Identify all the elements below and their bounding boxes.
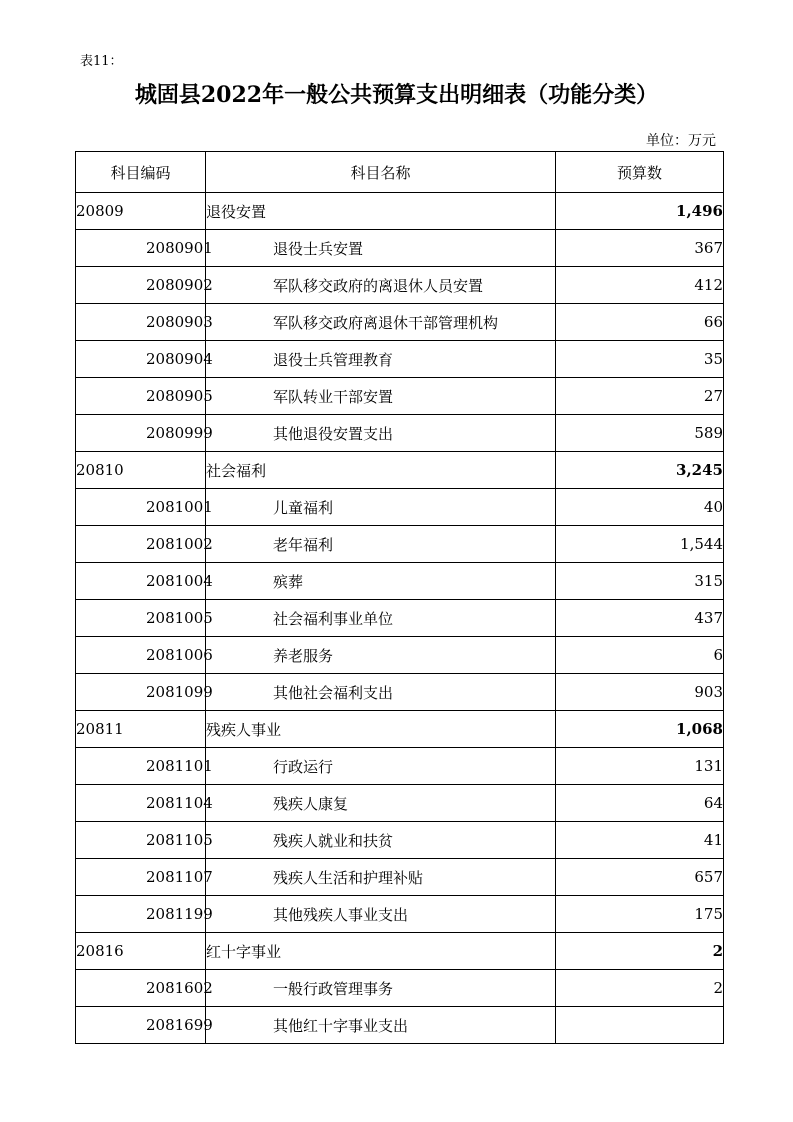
budget-amount: 412 (556, 267, 724, 304)
subject-name: 其他社会福利支出 (206, 674, 556, 711)
item-row (76, 970, 724, 1007)
subject-code: 2080901 (76, 230, 206, 267)
item-row (76, 304, 724, 341)
budget-amount: 64 (556, 785, 724, 822)
budget-amount: 367 (556, 230, 724, 267)
item-row (76, 489, 724, 526)
subject-code: 20811 (76, 711, 206, 748)
item-row (76, 267, 724, 304)
page-title: 城固县2022年一般公共预算支出明细表（功能分类） (134, 82, 659, 108)
subject-code: 2081699 (76, 1007, 206, 1044)
table-header-row (76, 152, 724, 193)
item-row (76, 674, 724, 711)
subject-code: 2081107 (76, 859, 206, 896)
budget-amount: 1,068 (556, 711, 724, 748)
subject-code: 2081602 (76, 970, 206, 1007)
table-body (76, 193, 724, 1044)
category-row (76, 711, 724, 748)
item-row (76, 822, 724, 859)
subject-code: 2081101 (76, 748, 206, 785)
budget-table (75, 151, 724, 1044)
subject-name: 退役士兵管理教育 (206, 341, 556, 378)
subject-name: 社会福利 (206, 452, 556, 489)
item-row (76, 785, 724, 822)
subject-code: 2081001 (76, 489, 206, 526)
budget-amount: 3,245 (556, 452, 724, 489)
subject-code: 2081099 (76, 674, 206, 711)
subject-code: 2080904 (76, 341, 206, 378)
budget-amount: 315 (556, 563, 724, 600)
subject-code: 2081004 (76, 563, 206, 600)
item-row (76, 859, 724, 896)
category-row (76, 452, 724, 489)
budget-amount: 903 (556, 674, 724, 711)
subject-name: 殡葬 (206, 563, 556, 600)
header-amount: 预算数 (556, 152, 724, 193)
item-row (76, 748, 724, 785)
item-row (76, 341, 724, 378)
header-code: 科目编码 (76, 152, 206, 193)
subject-name: 残疾人生活和护理补贴 (206, 859, 556, 896)
table-number: 表11： (80, 54, 123, 69)
item-row (76, 1007, 724, 1044)
budget-amount: 2 (556, 933, 724, 970)
subject-code: 2080905 (76, 378, 206, 415)
budget-amount: 41 (556, 822, 724, 859)
budget-amount: 6 (556, 637, 724, 674)
budget-amount: 27 (556, 378, 724, 415)
subject-code: 20810 (76, 452, 206, 489)
subject-name: 其他红十字事业支出 (206, 1007, 556, 1044)
subject-name: 残疾人事业 (206, 711, 556, 748)
subject-code: 2081002 (76, 526, 206, 563)
unit-label: 单位：万元 (646, 133, 716, 149)
subject-code: 2080902 (76, 267, 206, 304)
subject-name: 其他退役安置支出 (206, 415, 556, 452)
subject-code: 20809 (76, 193, 206, 230)
category-row (76, 193, 724, 230)
subject-name: 养老服务 (206, 637, 556, 674)
budget-amount: 589 (556, 415, 724, 452)
budget-amount: 437 (556, 600, 724, 637)
subject-name: 儿童福利 (206, 489, 556, 526)
budget-amount: 40 (556, 489, 724, 526)
subject-name: 残疾人康复 (206, 785, 556, 822)
budget-amount (556, 1007, 724, 1044)
item-row (76, 526, 724, 563)
subject-name: 军队转业干部安置 (206, 378, 556, 415)
subject-name: 军队移交政府的离退休人员安置 (206, 267, 556, 304)
subject-code: 2080999 (76, 415, 206, 452)
subject-code: 2081006 (76, 637, 206, 674)
item-row (76, 637, 724, 674)
header-name: 科目名称 (206, 152, 556, 193)
budget-amount: 657 (556, 859, 724, 896)
item-row (76, 415, 724, 452)
subject-code: 20816 (76, 933, 206, 970)
item-row (76, 600, 724, 637)
subject-name: 退役士兵安置 (206, 230, 556, 267)
budget-amount: 1,496 (556, 193, 724, 230)
subject-name: 其他残疾人事业支出 (206, 896, 556, 933)
subject-name: 一般行政管理事务 (206, 970, 556, 1007)
category-row (76, 933, 724, 970)
subject-name: 红十字事业 (206, 933, 556, 970)
budget-amount: 131 (556, 748, 724, 785)
subject-code: 2080903 (76, 304, 206, 341)
subject-name: 残疾人就业和扶贫 (206, 822, 556, 859)
budget-amount: 1,544 (556, 526, 724, 563)
subject-code: 2081199 (76, 896, 206, 933)
subject-name: 军队移交政府离退休干部管理机构 (206, 304, 556, 341)
subject-name: 退役安置 (206, 193, 556, 230)
item-row (76, 896, 724, 933)
subject-code: 2081005 (76, 600, 206, 637)
budget-amount: 2 (556, 970, 724, 1007)
item-row (76, 378, 724, 415)
budget-amount: 175 (556, 896, 724, 933)
subject-name: 社会福利事业单位 (206, 600, 556, 637)
budget-amount: 66 (556, 304, 724, 341)
item-row (76, 230, 724, 267)
subject-code: 2081105 (76, 822, 206, 859)
subject-name: 行政运行 (206, 748, 556, 785)
item-row (76, 563, 724, 600)
subject-code: 2081104 (76, 785, 206, 822)
budget-amount: 35 (556, 341, 724, 378)
subject-name: 老年福利 (206, 526, 556, 563)
